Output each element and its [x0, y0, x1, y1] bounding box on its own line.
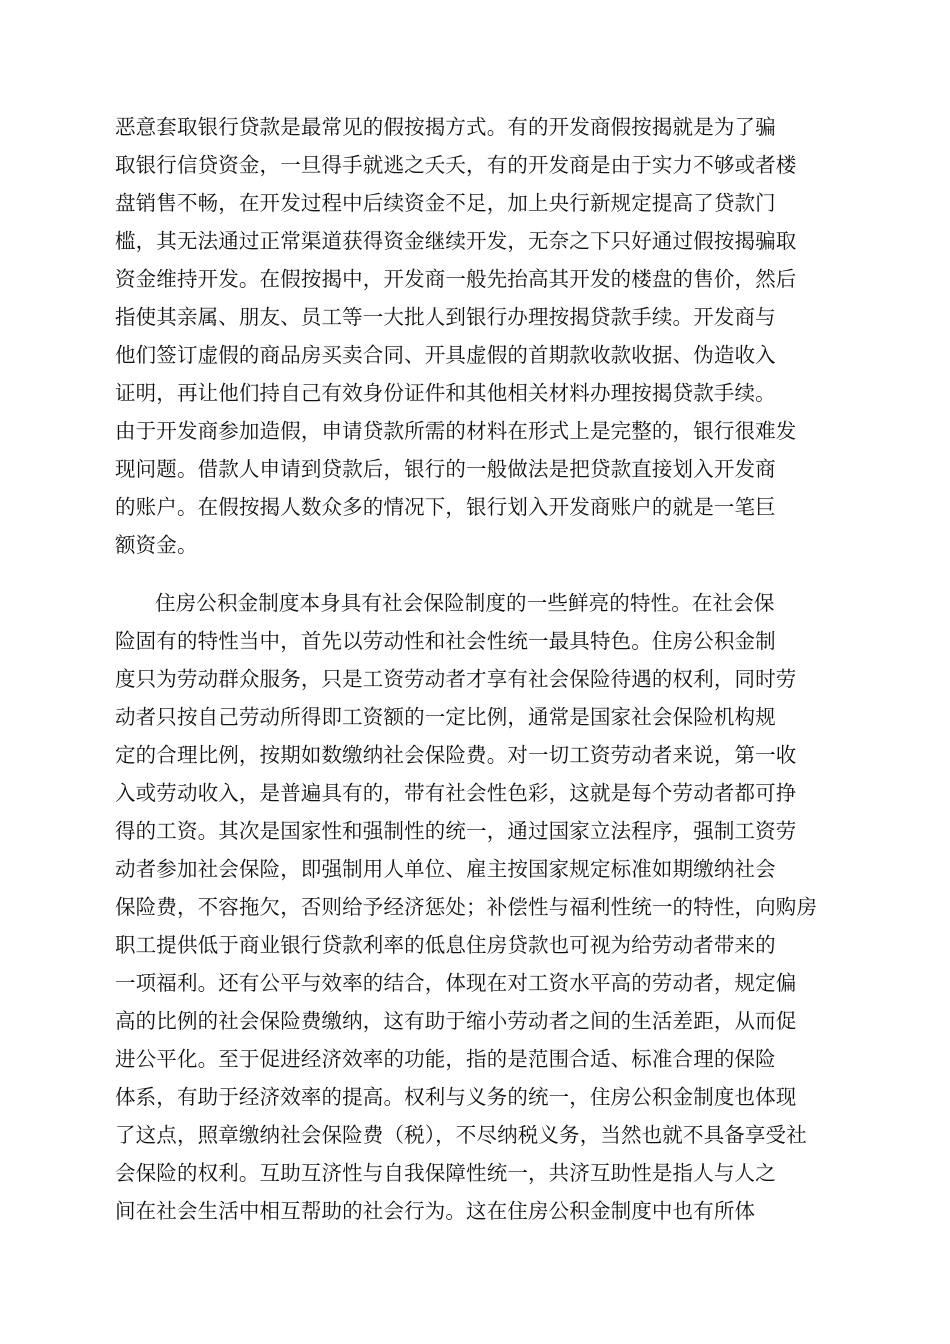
paragraph-line: 住房公积金制度本身具有社会保险制度的一些鲜亮的特性。在社会保 [155, 591, 775, 615]
paragraph-line: 证明，再让他们持自己有效身份证件和其他相关材料办理按揭贷款手续。 [115, 381, 776, 405]
paragraph-line: 恶意套取银行贷款是最常见的假按揭方式。有的开发商假按揭就是为了骗 [115, 115, 776, 139]
paragraph-line: 了这点，照章缴纳社会保险费（税），不尽纳税义务，当然也就不具备享受社 [115, 1123, 807, 1147]
paragraph-line: 险固有的特性当中，首先以劳动性和社会性统一最具特色。住房公积金制 [115, 629, 776, 653]
paragraph-line: 由于开发商参加造假，申请贷款所需的材料在形式上是完整的，银行很难发 [115, 419, 797, 443]
paragraph-line: 指使其亲属、朋友、员工等一大批人到银行办理按揭贷款手续。开发商与 [115, 305, 776, 329]
paragraph-line: 进公平化。至于促进经济效率的功能，指的是范围合适、标准合理的保险 [115, 1047, 776, 1071]
paragraph-line: 一项福利。还有公平与效率的结合，体现在对工资水平高的劳动者，规定偏 [115, 971, 797, 995]
paragraph-line: 体系，有助于经济效率的提高。权利与义务的统一，住房公积金制度也体现 [115, 1085, 797, 1109]
paragraph-line: 间在社会生活中相互帮助的社会行为。这在住房公积金制度中也有所体 [115, 1199, 756, 1223]
paragraph-line: 额资金。 [115, 533, 198, 557]
paragraph-line: 入或劳动收入，是普遍具有的，带有社会性色彩，这就是每个劳动者都可挣 [115, 781, 797, 805]
paragraph-line: 现问题。借款人申请到贷款后，银行的一般做法是把贷款直接划入开发商 [115, 457, 776, 481]
paragraph-line: 槛，其无法通过正常渠道获得资金继续开发，无奈之下只好通过假按揭骗取 [115, 229, 797, 253]
paragraph-line: 职工提供低于商业银行贷款利率的低息住房贷款也可视为给劳动者带来的 [115, 933, 776, 957]
paragraph-line: 度只为劳动群众服务，只是工资劳动者才享有社会保险待遇的权利，同时劳 [115, 667, 797, 691]
paragraph-line: 他们签订虚假的商品房买卖合同、开具虚假的首期款收款收据、伪造收入 [115, 343, 776, 367]
paragraph-line: 高的比例的社会保险费缴纳，这有助于缩小劳动者之间的生活差距，从而促 [115, 1009, 797, 1033]
paragraph-line: 保险费，不容拖欠，否则给予经济惩处；补偿性与福利性统一的特性，向购房 [115, 895, 818, 919]
paragraph-line: 动者参加社会保险，即强制用人单位、雇主按国家规定标准如期缴纳社会 [115, 857, 776, 881]
paragraph-line: 资金维持开发。在假按揭中，开发商一般先抬高其开发的楼盘的售价，然后 [115, 267, 797, 291]
paragraph-line: 得的工资。其次是国家性和强制性的统一，通过国家立法程序，强制工资劳 [115, 819, 797, 843]
paragraph-line: 会保险的权利。互助互济性与自我保障性统一，共济互助性是指人与人之 [115, 1161, 776, 1185]
paragraph-line: 的账户。在假按揭人数众多的情况下，银行划入开发商账户的就是一笔巨 [115, 495, 776, 519]
paragraph-line: 盘销售不畅，在开发过程中后续资金不足，加上央行新规定提高了贷款门 [115, 191, 776, 215]
paragraph-line: 动者只按自己劳动所得即工资额的一定比例，通常是国家社会保险机构规 [115, 705, 776, 729]
paragraph-line: 取银行信贷资金，一旦得手就逃之夭夭，有的开发商是由于实力不够或者楼 [115, 153, 797, 177]
paragraph-line: 定的合理比例，按期如数缴纳社会保险费。对一切工资劳动者来说，第一收 [115, 743, 797, 767]
